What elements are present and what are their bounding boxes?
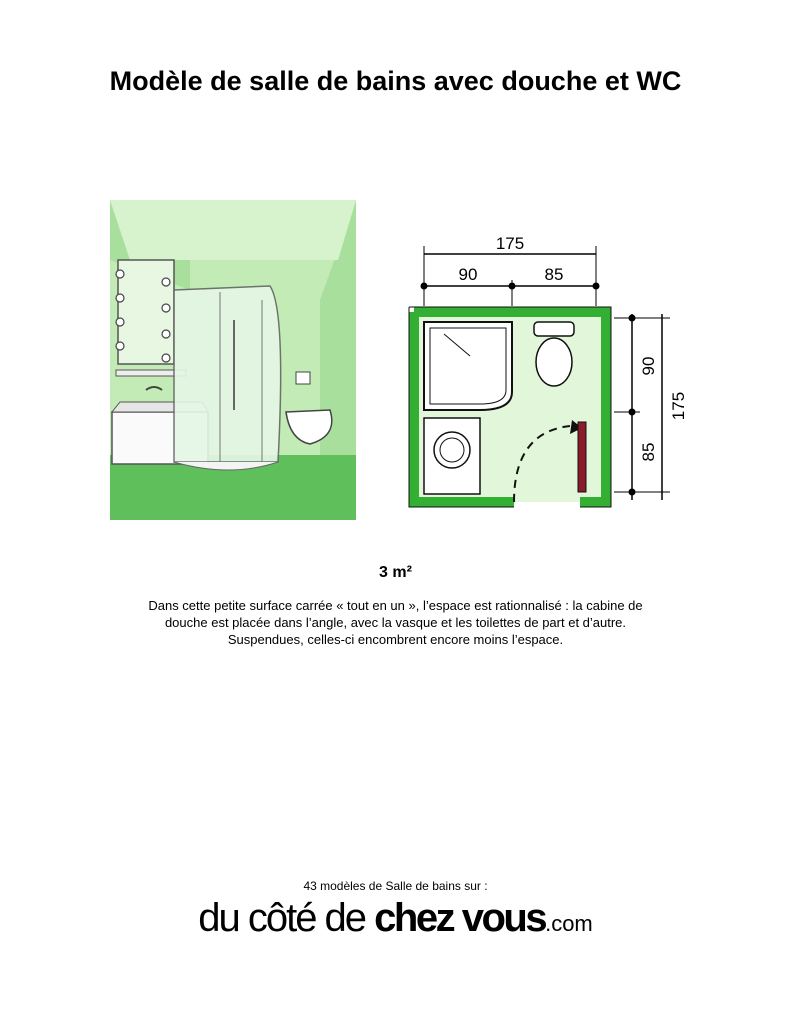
description-line: Dans cette petite surface carrée « tout en un », l’espace est rationnalisé : la cabine de: [148, 598, 643, 613]
area-label: 3 m²: [379, 564, 412, 581]
logo-part-2: chez vous: [374, 896, 546, 940]
dim-side-bottom: 85: [639, 442, 658, 462]
footer-text: 43 modèles de Salle de bains sur :: [303, 879, 488, 893]
dim-right: 85: [544, 265, 564, 284]
dim-left: 90: [458, 265, 478, 284]
logo-part-1: du côté de: [198, 896, 375, 940]
description-line: douche est placée dans l’angle, avec la vasque et les toilettes de part et d’autre.: [164, 615, 627, 630]
dim-total-side: 175: [669, 391, 688, 421]
dim-side-top: 90: [639, 356, 658, 376]
page-title: Modèle de salle de bains avec douche et WC: [109, 66, 682, 96]
description-line: Suspendues, celles-ci encombrent encore moins l’espace.: [227, 632, 564, 647]
bathroom-illustration: [110, 200, 356, 520]
description: [100, 597, 691, 648]
floor-plan: [400, 230, 700, 510]
logo-part-3: .com: [545, 911, 593, 936]
dim-total-top: 175: [495, 234, 525, 253]
site-logo[interactable]: [0, 896, 791, 941]
